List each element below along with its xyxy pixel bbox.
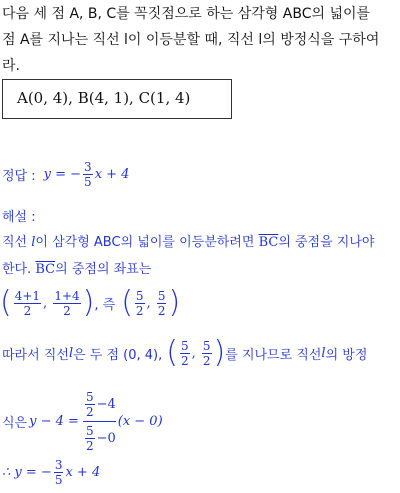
- solution-line-1: 직선 l이 삼각형 ABC의 넓이를 이등분하려면 $\overline{BC}$의 중점을 지나야: [2, 235, 375, 250]
- solution-line-2: 한다. $\overline{BC}$의 중점의 좌표는: [2, 262, 152, 277]
- answer-label: 정답 :: [2, 169, 36, 184]
- answer-rhs: x + 4: [94, 167, 130, 182]
- solution-label: 해설 :: [2, 210, 36, 225]
- answer-line: [2, 160, 129, 189]
- solution-final-line: ∴ y = − $\frac{3}{5}$ x + 4: [2, 458, 101, 487]
- midpoint-x-fraction: $\frac{4+1}{2}$: [14, 288, 41, 318]
- question-line-2: 점 A를 지나는 직선 l이 이등분할 때, 직선 l의 방정식을 구하여: [2, 32, 380, 48]
- answer-lhs: y = −: [43, 167, 82, 182]
- question-line-1: 다음 세 점 A, B, C를 꼭짓점으로 하는 삼각형 ABC의 넓이를: [2, 6, 371, 22]
- midpoint-y-fraction: $\frac{1+4}{2}$: [54, 288, 80, 318]
- question-line-3: 라.: [2, 58, 20, 74]
- points-text: A(0, 4), B(4, 1), C(1, 4): [17, 89, 191, 107]
- solution-line-5: 식은 y − 4 = $\frac{5}{2}$ −4 $\frac{5}{2}$ −0 (x − 0): [2, 390, 163, 453]
- solution-midpoint-line: ( $\frac{4+1}{2}$ , $\frac{1+4}{2}$ ) , 즉 ( $\frac{5}{2}$ , $\frac{5}{2}$ ): [0, 285, 181, 320]
- solution-line-4: 따라서 직선 l 은 두 점 (0, 4), ( $\frac{5}{2}$ , $\frac{5}{2}$ ) 를 지나므로 직선 l 의 방정: [2, 335, 368, 370]
- points-box: [2, 79, 232, 119]
- answer-fraction: $\frac{3}{5}$: [84, 160, 92, 189]
- slope-fraction: $\frac{5}{2}$ −4 $\frac{5}{2}$ −0: [83, 390, 116, 453]
